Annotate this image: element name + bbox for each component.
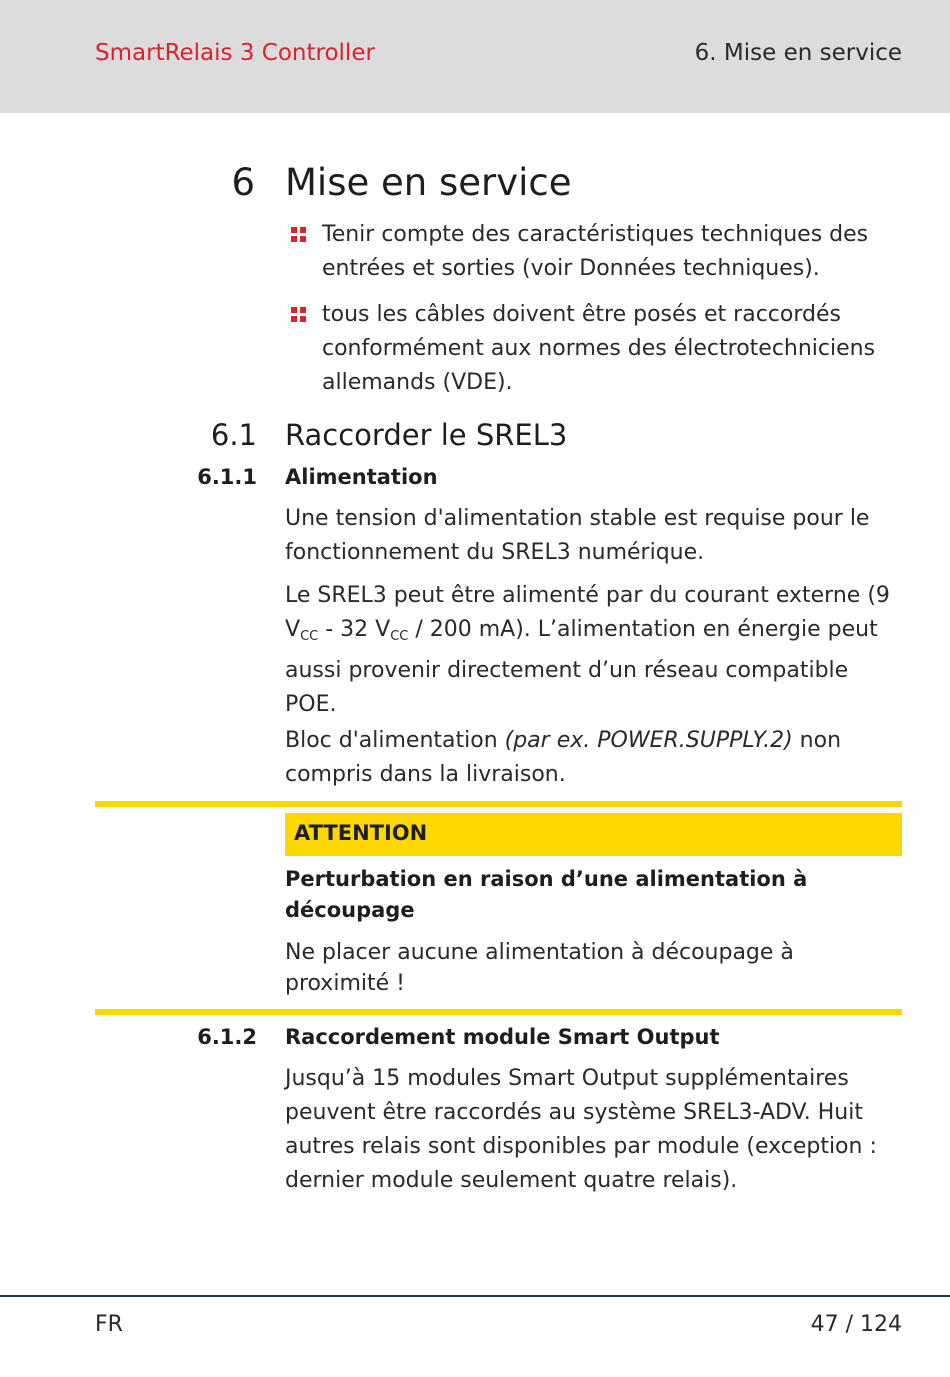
subsection-number: 6.1.1: [197, 465, 257, 489]
header-section-title: 6. Mise en service: [694, 40, 902, 66]
bullet-icon: [291, 307, 306, 322]
section-number: 6.1: [210, 418, 257, 452]
subsection-title: Raccordement module Smart Output: [285, 1025, 720, 1049]
bullet-icon: [291, 227, 306, 242]
attention-body: Ne placer aucune alimentation à découpage à proximité !: [285, 940, 794, 996]
footer-divider: [0, 1295, 950, 1297]
chapter-number: 6: [231, 161, 255, 204]
chapter-title: Mise en service: [285, 161, 572, 204]
paragraph-power: Le SREL3 peut être alimenté par du courant externe (9 $V_{CC} - 32$ $V_{CC} / 200$ mA). L’alimentation en énergie peut aussi provenir directement d’un réseau compatible POE.: [285, 583, 890, 717]
subsection-title: Alimentation: [285, 465, 438, 489]
page-header: [0, 0, 950, 113]
subsection-number: 6.1.2: [197, 1025, 257, 1049]
header-brand: SmartRelais 3 Controller: [95, 40, 375, 66]
bullet-item: tous les câbles doivent être posés et raccordés conformément aux normes des électrotechniciens allemands (VDE).: [322, 302, 876, 395]
attention-banner: [285, 813, 902, 856]
footer-language: FR: [95, 1312, 123, 1337]
attention-bottom-rule: [95, 1009, 902, 1015]
attention-title: Perturbation en raison d’une alimentation à découpage: [285, 867, 808, 922]
attention-top-rule: [95, 801, 902, 807]
bullet-item: Tenir compte des caractéristiques techniques des entrées et sorties (voir Données techniques).: [322, 222, 869, 281]
paragraph: Jusqu’à 15 modules Smart Output supplémentaires peuvent être raccordés au système SREL3-ADV. Huit autres relais sont disponibles par module (exception : dernier module seulement quatre relais).: [285, 1066, 877, 1193]
footer-page-number: 47 / 124: [810, 1312, 902, 1337]
attention-label: ATTENTION: [294, 821, 428, 845]
paragraph-supply: Bloc d'alimentation (par ex. POWER.SUPPLY.2) non compris dans la livraison.: [285, 728, 842, 787]
paragraph: Une tension d'alimentation stable est requise pour le fonctionnement du SREL3 numérique.: [285, 506, 870, 565]
section-title: Raccorder le SREL3: [285, 418, 568, 452]
